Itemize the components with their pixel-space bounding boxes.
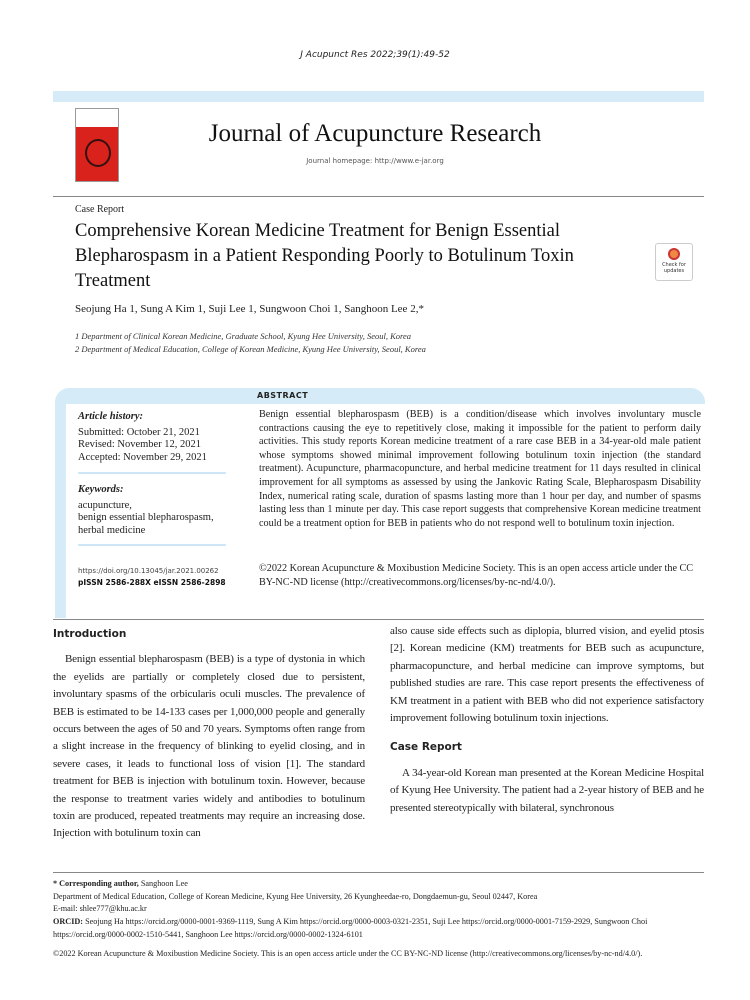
left-column	[53, 626, 365, 855]
keywords	[78, 484, 214, 537]
divider	[78, 544, 226, 546]
bookmark-icon	[668, 248, 680, 260]
doi-block	[78, 566, 226, 589]
divider	[53, 196, 704, 197]
orcid-list[interactable]: Seojung Ha https://orcid.org/0000-0001-9369-1119, Sung A Kim https://orcid.org/0000-0003-0321-2351, Suji Lee https://orcid.org/0000-0001-7159-2929, Sungwoon Choi https://orcid.org/0000-0002-1510-5441, Sanghoon Lee https://orcid.org/0000-0002-1324-6101	[53, 917, 648, 939]
paragraph: also cause side effects such as diplopia, blurred vision, and eyelid ptosis [2]. Korean medicine (KM) treatments for BEB such as acupuncture, pharmacopuncture, and herbal medicine can improve symptoms, but published studies are rare. This case report presents the effectiveness of KM treatment in a patient with BEB who did not experience satisfactory improvement following botulinum toxin injections.	[390, 625, 704, 725]
footnote	[53, 878, 703, 960]
doi-link[interactable]: https://doi.org/10.13045/jar.2021.00262	[78, 567, 219, 575]
keyword: acupuncture,	[78, 499, 132, 511]
affiliation-2: 2 Department of Medical Education, College of Korean Medicine, Kyung Hee University, Seoul, Korea	[75, 344, 426, 354]
address: Department of Medical Education, College of Korean Medicine, Kyung Hee University, 26 Kyungheedae-ro, Dongdaemun-gu, Seoul 02447, Korea	[53, 891, 538, 901]
article-title: Comprehensive Korean Medicine Treatment for Benign Essential Blepharospasm in a Patient Responding Poorly to Botulinum Toxin Treatment	[75, 221, 574, 291]
issn: pISSN 2586-288X eISSN 2586-2898	[78, 578, 226, 587]
abstract-license: ©2022 Korean Acupuncture & Moxibustion Medicine Society. This is an open access article under the CC BY-NC-ND license (http://creativecommons.org/licenses/by-nc-nd/4.0/).	[259, 563, 694, 588]
citation: J Acupunct Res 2022;39(1):49-52	[300, 50, 450, 60]
affiliation-1: 1 Department of Clinical Korean Medicine, Graduate School, Kyung Hee University, Seoul, Korea	[75, 331, 412, 341]
check-for-updates-badge[interactable]	[655, 243, 693, 281]
keyword: herbal medicine	[78, 524, 146, 536]
article-type: Case Report	[75, 204, 125, 215]
abstract-text: Benign essential blepharospasm (BEB) is a condition/disease which involves involuntary muscle contractions causing the eye to repetitively close, making it impossible for the patient to perform daily activities. This study reports Korean medicine treatment of a rare case BEB in a 34-year-old male patient whose symptoms showed minimal improvement following botulinum toxin injection (the standard treatment). Acupuncture, pharmacopuncture, and herbal medicine treatment for 11 days resulted in clinical improvement for all symptoms as assessed by using the Jankovic Rating Scale, Blepharospasm Disability Index, numerical rating scale, duration of spasms lasting more than 1 hour per day, and number of spasms lasting less than 1 minute per day. This case report suggests that comprehensive Korean medicine treatment could be a treatment option for BEB in patients who do not respond well to botulinum toxin injection.	[259, 409, 701, 529]
keywords-heading: Keywords:	[78, 484, 124, 495]
orcid-label: ORCID:	[53, 917, 84, 927]
keyword: benign essential blepharospasm,	[78, 512, 214, 523]
history-heading: Article history:	[78, 411, 144, 422]
revised-date: Revised: November 12, 2021	[78, 439, 202, 450]
paragraph: Benign essential blepharospasm (BEB) is a type of dystonia in which the eyelids are partially or completely closed due to persistent, involuntary spasms of the orbicularis oculi muscles. The prevalence of BEB is estimated to be 14-133 cases per 1,000,000 people and generally occurs between the ages of 50 and 70 years. Symptoms often range from a slight increase in the frequency of blinking to eyelid closing, and in severe cases, it leads to functional loss of vision [1]. The standard treatment for BEB is injection with botulinum toxin. However, because the response to treatment varies widely and antibodies to botulinum toxin are produced, repeated treatments may require an increasing dose. Injection with botulinum toxin can	[53, 653, 365, 840]
email[interactable]: E-mail: shlee777@khu.ac.kr	[53, 904, 147, 914]
corresponding-label: * Corresponding author,	[53, 879, 139, 888]
right-column	[390, 623, 704, 829]
header-band	[53, 91, 704, 102]
divider	[78, 472, 226, 474]
journal-homepage[interactable]: Journal homepage: http://www.e-jar.org	[306, 157, 444, 165]
footnote-license: ©2022 Korean Acupuncture & Moxibustion Medicine Society. This is an open access article under the CC BY-NC-ND license (http://creativecommons.org/licenses/by-nc-nd/4.0/).	[53, 948, 643, 958]
introduction-heading: Introduction	[53, 628, 127, 640]
corresponding-name: Sanghoon Lee	[140, 879, 188, 888]
divider	[53, 872, 704, 873]
authors: Seojung Ha 1, Sung A Kim 1, Suji Lee 1, Sungwoon Choi 1, Sanghoon Lee 2,*	[75, 303, 424, 315]
abstract-heading: ABSTRACT	[257, 391, 309, 400]
accepted-date: Accepted: November 29, 2021	[78, 451, 207, 463]
paragraph: A 34-year-old Korean man presented at the Korean Medicine Hospital of Kyung Hee University. The patient had a 2-year history of BEB and he presented stereotypically with bilateral, synchronous	[390, 766, 704, 814]
submitted-date: Submitted: October 21, 2021	[78, 426, 200, 438]
journal-title: Journal of Acupuncture Research	[208, 120, 542, 147]
check-updates-label: Check for updates	[662, 262, 686, 274]
article-history	[78, 411, 207, 464]
divider	[53, 619, 704, 620]
case-report-heading: Case Report	[390, 741, 462, 754]
